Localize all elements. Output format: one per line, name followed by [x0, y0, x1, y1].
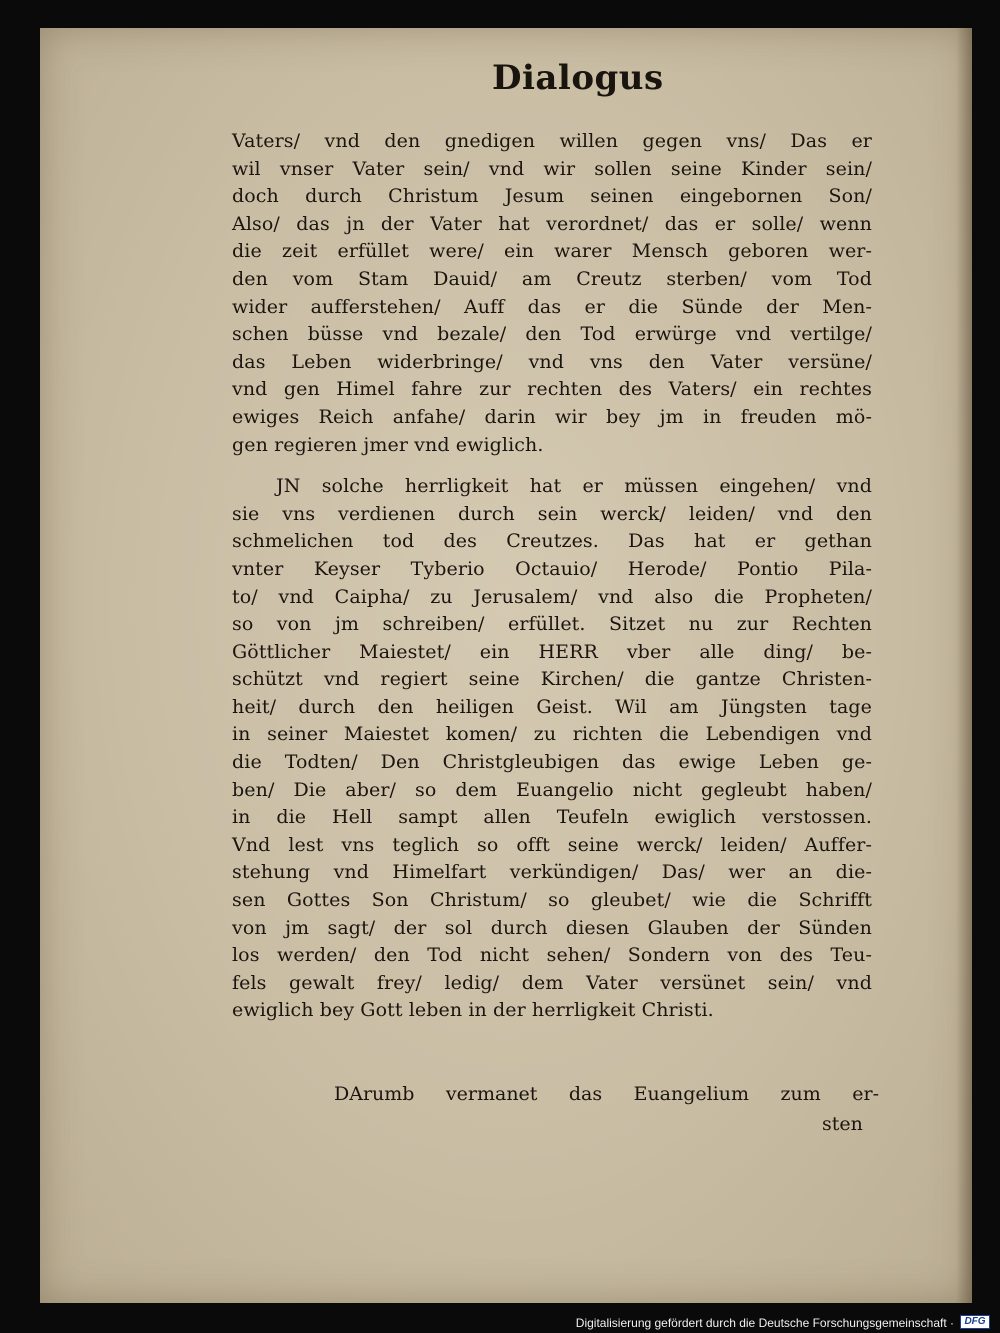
paragraph-gap: [232, 459, 872, 473]
closing-line: DArumb vermanet das Euangelium zum er-: [334, 1083, 879, 1105]
text-line: in seiner Maiestet komen/ zu richten die Lebendigen vnd: [232, 723, 872, 746]
text-line: die Todten/ Den Christgleubigen das ewige Leben ge-: [232, 751, 872, 774]
text-line: so von jm schreiben/ erfüllet. Sitzet nu zur Rechten: [232, 613, 872, 636]
text-line: von jm sagt/ der sol durch diesen Glauben der Sünden: [232, 916, 872, 939]
dfg-logo-icon: DFG: [960, 1315, 990, 1329]
text-line: sie vns verdienen durch sein werck/ leiden/ vnd den: [232, 502, 872, 525]
text-line: schmelichen tod des Creutzes. Das hat er gethan: [232, 530, 872, 553]
text-line: heit/ durch den heiligen Geist. Wil am Jüngsten tage: [232, 695, 872, 718]
text-line: wil vnser Vater sein/ vnd wir sollen seine Kinder sein/: [232, 157, 872, 180]
text-line: sen Gottes Son Christum/ so gleubet/ wie die Schrifft: [232, 889, 872, 912]
text-line: doch durch Christum Jesum seinen eingebornen Son/: [232, 185, 872, 208]
text-line: schen büsse vnd bezale/ den Tod erwürge vnd vertilge/: [232, 323, 872, 346]
catchword: sten: [822, 1113, 863, 1135]
text-line: Vnd lest vns teglich so offt seine werck/ leiden/ Auffer-: [232, 833, 872, 856]
text-line: den vom Stam Dauid/ am Creutz sterben/ vom Tod: [232, 267, 872, 290]
text-line: gen regieren jmer vnd ewiglich.: [232, 433, 544, 456]
text-line: los werden/ den Tod nicht sehen/ Sondern von des Teu-: [232, 944, 872, 967]
running-head: Dialogus: [492, 58, 664, 98]
text-line: JN solche herrligkeit hat er müssen eingehen/ vnd: [276, 475, 872, 498]
text-line: stehung vnd Himelfart verkündigen/ Das/ wer an die-: [232, 861, 872, 884]
page-edge-shadow: [956, 28, 972, 1303]
text-line: Also/ das jn der Vater hat verordnet/ das er solle/ wenn: [232, 212, 872, 235]
text-line: das Leben widerbringe/ vnd vns den Vater versüne/: [232, 350, 872, 373]
text-line: ewiglich bey Gott leben in der herrligkeit Christi.: [232, 999, 714, 1022]
text-line: to/ vnd Caipha/ zu Jerusalem/ vnd also die Propheten/: [232, 585, 872, 608]
text-line: ewiges Reich anfahe/ darin wir bey jm in freuden mö-: [232, 405, 872, 428]
text-line: Vaters/ vnd den gnedigen willen gegen vns/ Das er: [232, 130, 872, 152]
text-line: fels gewalt frey/ ledig/ dem Vater versünet sein/ vnd: [232, 971, 872, 994]
text-line: die zeit erfüllet were/ ein warer Mensch geboren wer-: [232, 240, 872, 263]
text-line: ben/ Die aber/ so dem Euangelio nicht gegleubt haben/: [232, 778, 872, 801]
text-line: schützt vnd regiert seine Kirchen/ die gantze Christen-: [232, 668, 872, 691]
text-line: vnter Keyser Tyberio Octauio/ Herode/ Pontio Pila-: [232, 557, 872, 580]
text-line: wider aufferstehen/ Auff das er die Sünde der Men-: [232, 295, 872, 318]
text-line: vnd gen Himel fahre zur rechten des Vaters/ ein rechtes: [232, 378, 872, 401]
text-line: Göttlicher Maiestet/ ein HERR vber alle ding/ be-: [232, 640, 872, 663]
funding-credit: Digitalisierung gefördert durch die Deutsche Forschungsgemeinschaft ·: [575, 1316, 954, 1330]
body-text: [232, 128, 872, 1025]
text-line: in die Hell sampt allen Teufeln ewiglich verstossen.: [232, 806, 872, 829]
